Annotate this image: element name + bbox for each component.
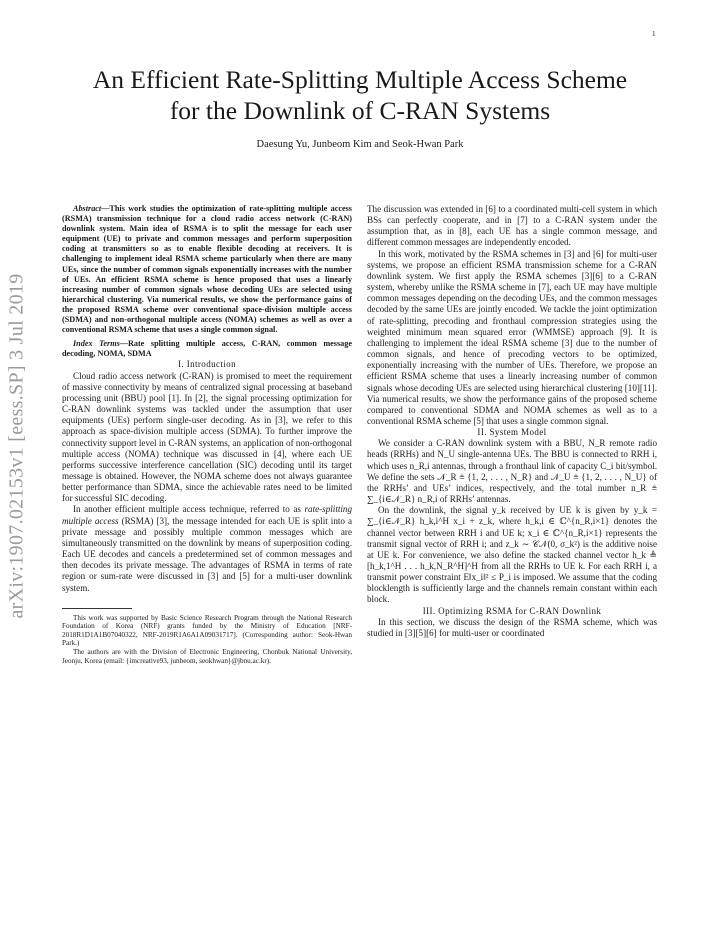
system-model-paragraph-1: We consider a C-RAN downlink system with a BBU, N_R remote radio heads (RRHs) and N_U single-antenna UEs. The BBU is connected to RRH i, which uses n_R,i antennas, through a fronthaul link of capacity C_i bit/symbol. We define the sets 𝒩_R ≜ {1, 2, . . . , N_R} and 𝒩_U ≜ {1, 2, . . . , N_U} of the RRHs’ and UEs’ indices, respectively, and the total number n_R ≜ ∑_{i∈𝒩_R} n_R,i of RRHs’ antennas. bbox=[367, 438, 657, 505]
arxiv-identifier: arXiv:1907.02153v1 [eess.SP] 3 Jul 2019 bbox=[5, 273, 28, 619]
intro-p2-end: (RSMA) [3], the message intended for each UE is split into a private message and possibly multiple common messages which are simultaneously transmitted on the downlink by means of superposition coding. Each UE decodes and cancels a predetermined set of common messages and then decodes its private message. The advantages of RSMA in terms of rate region or sum-rate were discussed in [3] and [5] for a multi-user downlink system. bbox=[62, 515, 353, 593]
intro-paragraph-4: In this work, motivated by the RSMA schemes in [3] and [6] for multi-user systems, we propose an efficient RSMA transmission scheme for a C-RAN downlink system. We first apply the RSMA schemes [3][6] to a C-RAN system, whereby unlike the RSMA scheme in [7], each UE may have multiple common messages depending on the decoding UEs, and the common messages decoded by the same UEs are jointly encoded. We tackle the joint optimization of rate-splitting, precoding and fronthaul compression strategies using the weighted minimum mean squared error (WMMSE) approach [9]. It is challenging to implement the ideal RSMA scheme [3] due to the number of common signals, and hence of precoding vectors to be optimized, exponentially increasing with the number of UEs. Therefore, we propose an efficient RSMA scheme that uses a linearly increasing number of common signals whose decoding UEs are selected using hierarchical clustering [10][11]. Via numerical results, we show the performance gains of the proposed scheme compared to conventional SDMA and NOMA schemes as well as to a conventional RSMA scheme [5] that uses a single common signal. bbox=[367, 248, 657, 426]
section-heading-system-model: II. System Model bbox=[477, 427, 547, 438]
left-column bbox=[62, 204, 352, 665]
footnote-divider bbox=[62, 608, 132, 609]
paper-title bbox=[40, 64, 680, 126]
abstract-lead: Abstract bbox=[73, 204, 102, 213]
page-number: 1 bbox=[652, 30, 656, 38]
footnote-affiliation: The authors are with the Division of Electronic Engineering, Chonbuk National University, Jeonju, Korea (email: {imcreative93, junbeom, seokhwan}@jbnu.ac.kr). bbox=[62, 648, 352, 665]
intro-paragraph-1: Cloud radio access network (C-RAN) is promised to meet the requirement of massive connectivity by means of centralized signal processing at baseband processing unit (BBU) pool [1]. In [2], the signal processing optimization for C-RAN downlink systems was tackled under the assumption that user equipments (UEs) perform single-user decoding. As in [3], we refer to this approach as space-division multiple access (SDMA). To further improve the connectivity support level in C-RAN systems, an application of non-orthogonal multiple access (NOMA) technique was discussed in [4], where each UE performs successive interference cancellation (SIC) decoding until its target message is obtained. However, the NOMA scheme does not always guarantee better performance than SDMA, since the achievable rates need to be limited for successful SIC decoding. bbox=[62, 370, 352, 504]
index-terms bbox=[62, 339, 352, 359]
section-heading-optimizing: III. Optimizing RSMA for C-RAN Downlink bbox=[422, 605, 602, 616]
intro-paragraph-2 bbox=[62, 504, 352, 593]
title-line-1: An Efficient Rate-Splitting Multiple Access Scheme bbox=[92, 65, 628, 94]
section-heading-introduction: I. Introduction bbox=[178, 359, 236, 370]
system-model-paragraph-2: On the downlink, the signal y_k received by UE k is given by y_k = ∑_{i∈𝒩_R} h_k,i^H x_i + z_k, where h_k,i ∈ ℂ^{n_R,i×1} denotes the channel vector between RRH i and UE k; x_i ∈ ℂ^{n_R,i×1} represents the transmit signal vector of RRH i; and z_k ∼ 𝒞𝒩(0, σ_k²) is the additive noise at UE k. For convenience, we also define the stacked channel vector h_k ≜ [h_k,1^H . . . h_k,N_R^H]^H from all the RRHs to UE k. For each RRH i, a transmit power constraint E‖x_i‖² ≤ P_i is imposed. We assume that the coding blocklength is sufficiently large and the channels remain constant within each block. bbox=[367, 505, 657, 605]
abstract bbox=[62, 204, 352, 335]
intro-paragraph-3: The discussion was extended in [6] to a coordinated multi-cell system in which BSs can perfectly cooperate, and in [7] to a C-RAN system under the assumption that, as in [8], each UE has a single common message, and different common messages are independently encoded. bbox=[367, 204, 657, 248]
right-column bbox=[367, 204, 657, 639]
abstract-text: —This work studies the optimization of rate-splitting multiple access (RSMA) transmission technique for a cloud radio access network (C-RAN) downlink system. Main idea of RSMA is to split the message for each user equipment (UE) to private and common messages and perform superposition coding at transmitters so as to enable flexible decoding at receivers. It is challenging to implement ideal RSMA scheme particularly when there are many UEs, since the number of common signals exponentially increases with the number of UEs. An efficient RSMA scheme is hence proposed that uses a linearly increasing number of common signals whose decoding UEs are selected using hierarchical clustering. Via numerical results, we show the performance gains of the proposed RSMA scheme over conventional space-division multiple access (SDMA) and non-orthogonal multiple access (NOMA) schemes as well as over a conventional RSMA scheme that uses a single common signal. bbox=[62, 204, 352, 335]
intro-p2-term: rate-splitting multiple access bbox=[62, 504, 352, 526]
title-line-2: for the Downlink of C-RAN Systems bbox=[169, 96, 551, 125]
intro-p2-start: In another efficient multiple access technique, referred to as bbox=[73, 504, 305, 515]
arxiv-stamp bbox=[0, 0, 34, 932]
index-terms-lead: Index Terms bbox=[73, 339, 120, 349]
index-terms-text: —Rate splitting multiple access, C-RAN, common message decoding, NOMA, SDMA bbox=[62, 339, 353, 359]
footnote-funding: This work was supported by Basic Science Research Program through the National Research Foundation of Korea (NRF) grants funded by the Ministry of Education [NRF-2018R1D1A1B07040322, NRF-2019R1A6A1A09031717]. (Corresponding author: Seok-Hwan Park.) bbox=[62, 613, 352, 648]
optimizing-paragraph-1: In this section, we discuss the design of the RSMA scheme, which was studied in [3][5][6] for multi-user or coordinated bbox=[367, 616, 657, 638]
author-list: Daesung Yu, Junbeom Kim and Seok-Hwan Park bbox=[256, 139, 464, 150]
